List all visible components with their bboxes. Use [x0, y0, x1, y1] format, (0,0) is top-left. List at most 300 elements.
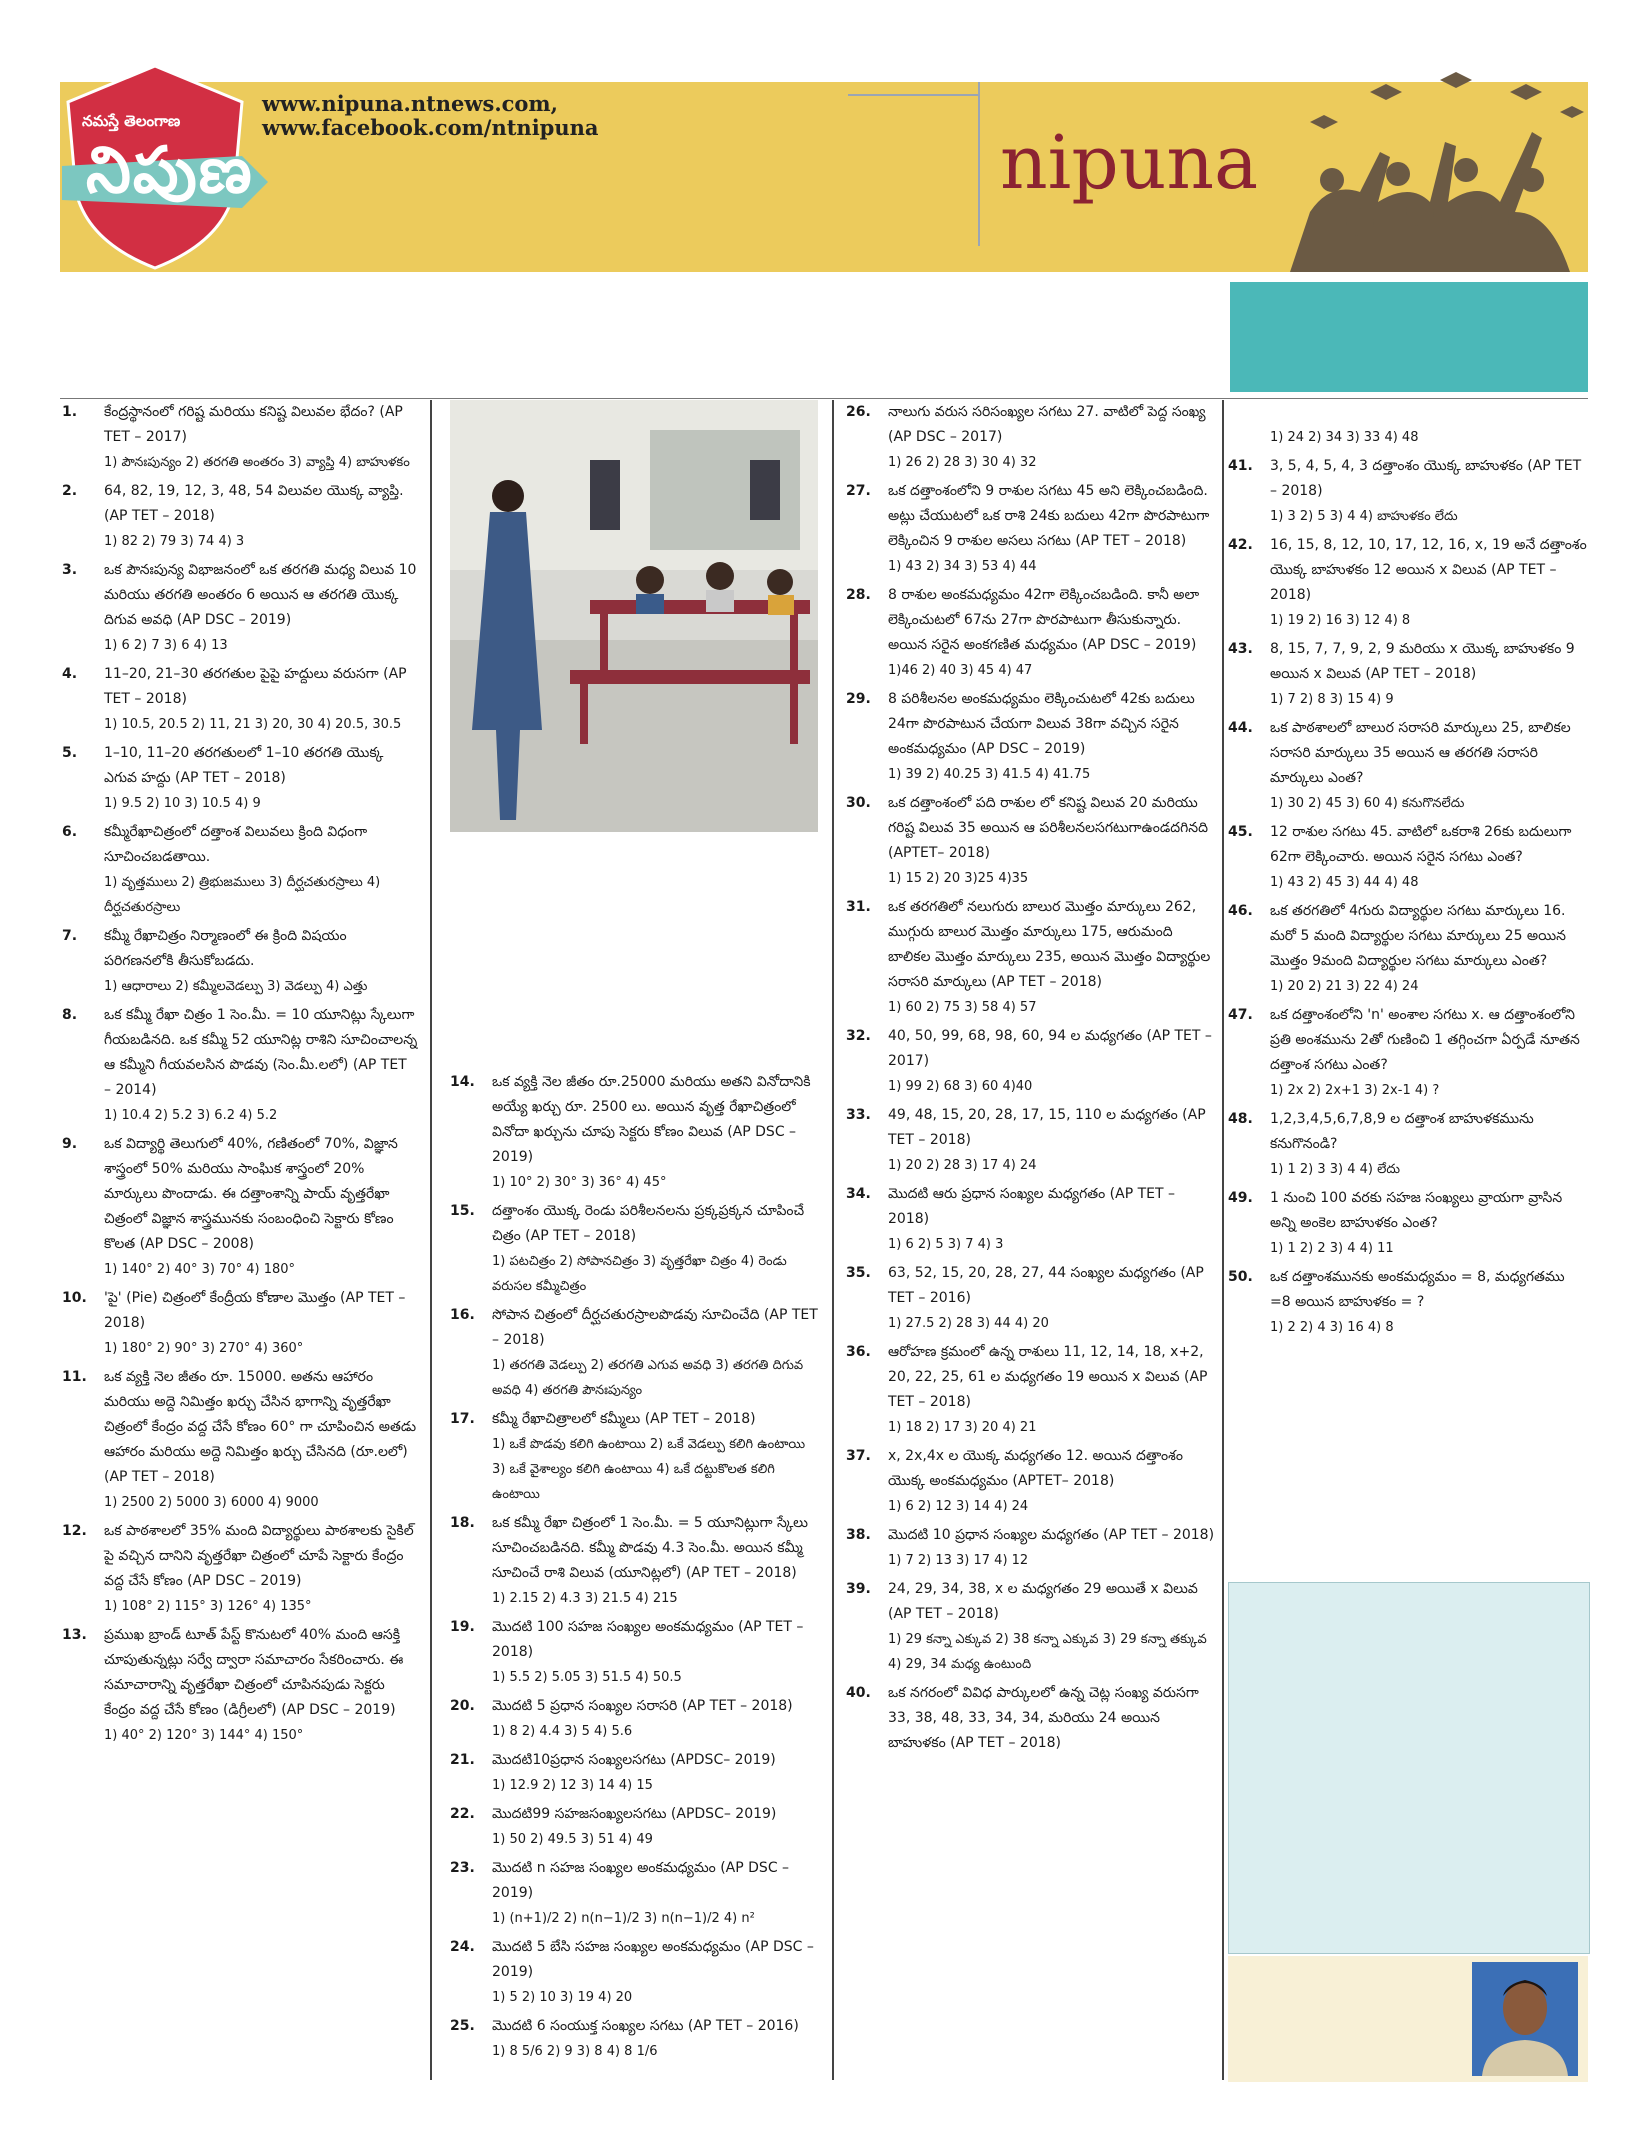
exam-source: (AP DSC – 2019)	[281, 1702, 396, 1718]
answer-options: 1) 10.4 2) 5.2 3) 6.2 4) 5.2	[104, 1108, 278, 1123]
question-body: ఆరోహణ క్రమంలో ఉన్న రాశులు 11, 12, 14, 18, x+2, 20, 22, 25, 61 ల మధ్యగతం 19 అయిన x విలువ	[888, 1344, 1204, 1385]
question-number: 4.	[62, 666, 78, 682]
question-number: 48.	[1228, 1111, 1253, 1127]
exam-source: (AP DSC – 2019)	[492, 1939, 814, 1980]
question-number: 21.	[450, 1752, 475, 1768]
question-item	[846, 479, 1216, 579]
question-number: 44.	[1228, 720, 1253, 736]
question-text	[1228, 533, 1588, 608]
question-body: మొదటి ఆరు ప్రధాన సంఖ్యల మధ్యగతం	[888, 1186, 1106, 1202]
question-number: 35.	[846, 1265, 871, 1281]
question-item	[1228, 820, 1588, 895]
question-item	[846, 1261, 1216, 1336]
question-number: 30.	[846, 795, 871, 811]
exam-source: (APDSC– 2019)	[670, 1806, 777, 1822]
question-number: 14.	[450, 1074, 475, 1090]
exam-source: (AP TET – 2018)	[1270, 458, 1582, 499]
question-item	[1228, 533, 1588, 633]
question-item	[846, 1103, 1216, 1178]
question-number: 23.	[450, 1860, 475, 1876]
question-text	[450, 1511, 818, 1586]
question-text	[450, 1199, 818, 1249]
question-item	[1228, 637, 1588, 712]
question-text	[62, 479, 418, 529]
question-body: 1,2,3,4,5,6,7,8,9 ల దత్తాంశ బాహుళకమును కనుగొనండి?	[1270, 1111, 1534, 1152]
exam-source: (AP DSC – 2008)	[139, 1236, 254, 1252]
question-item	[846, 1577, 1216, 1677]
question-number: 27.	[846, 483, 871, 499]
question-item	[62, 1286, 418, 1361]
question-number: 50.	[1228, 1269, 1253, 1285]
question-number: 33.	[846, 1107, 871, 1123]
answer-options: 1) 15 2) 20 3)25 4)35	[888, 871, 1029, 886]
answer-options: 1) 180° 2) 90° 3) 270° 4) 360°	[104, 1341, 304, 1356]
exam-source: (AP TET – 2018)	[104, 1469, 215, 1485]
exam-source: (AP TET – 2018)	[991, 974, 1102, 990]
question-body: 49, 48, 15, 20, 28, 17, 15, 110 ల మధ్యగతం	[888, 1107, 1178, 1123]
question-body: ఒక దత్తాంశంలో పది రాశుల లో కనిష్ట విలువ 20 మరియు గరిష్ట విలువ 35 అయిన ఆ పరిశీలనలసగటుగాఉండదగినది	[888, 795, 1208, 836]
question-text	[62, 662, 418, 712]
answer-options: 1) 24 2) 34 3) 33 4) 48	[1270, 430, 1419, 445]
question-number: 47.	[1228, 1007, 1253, 1023]
question-number: 7.	[62, 928, 78, 944]
question-item	[846, 1444, 1216, 1519]
question-text	[846, 1577, 1216, 1627]
question-text	[1228, 716, 1588, 791]
blank-info-box	[1228, 1582, 1590, 1954]
question-body: 11–20, 21–30 తరగతుల పైపై హద్దులు వరుసగా	[104, 666, 379, 682]
question-number: 41.	[1228, 458, 1253, 474]
answer-options: 1) ఒకే పొడవు కలిగి ఉంటాయి 2) ఒకే వెడల్పు కలిగి ఉంటాయి 3) ఒకే వైశాల్యం కలిగి ఉంటాయి 4) ఒకే దట్టుకొలత కలిగి ఉంటాయి	[492, 1437, 806, 1502]
answer-options: 1) పౌనఃపున్యం 2) తరగతి అంతరం 3) వ్యాప్తి 4) బాహుళకం	[104, 455, 410, 470]
question-item	[1228, 716, 1588, 816]
question-item	[450, 1615, 818, 1690]
answer-options: 1) 140° 2) 40° 3) 70° 4) 180°	[104, 1262, 296, 1277]
answer-options: 1) 2.15 2) 4.3 3) 21.5 4) 215	[492, 1591, 678, 1606]
exam-source: (APTET– 2018)	[888, 845, 990, 861]
question-body: 'పై' (Pie) చిత్రంలో కేంద్రీయ కోణాల మొత్తం	[104, 1290, 336, 1306]
question-number: 31.	[846, 899, 871, 915]
question-text	[62, 1003, 418, 1103]
question-text	[62, 924, 418, 974]
question-text	[62, 400, 418, 450]
exam-source: (AP TET – 2018)	[888, 1606, 999, 1622]
answer-options: 1) 6 2) 7 3) 6 4) 13	[104, 638, 228, 653]
column-separator	[430, 400, 432, 2080]
question-item	[62, 558, 418, 658]
answer-options: 1) 3 2) 5 3) 4 4) బాహుళకం లేదు	[1270, 509, 1458, 524]
question-body: సోపాన చిత్రంలో దీర్ఘచతురస్రాలపొడవు సూచించేది	[492, 1307, 760, 1323]
answer-options: 1) 2500 2) 5000 3) 6000 4) 9000	[104, 1495, 319, 1510]
questions-column-3	[846, 400, 1216, 2082]
question-text	[450, 1748, 818, 1773]
answer-options: 1) 19 2) 16 3) 12 4) 8	[1270, 613, 1411, 628]
question-item	[450, 1802, 818, 1852]
exam-source: (AP TET – 2018)	[1103, 1527, 1215, 1543]
question-number: 12.	[62, 1523, 87, 1539]
question-text	[62, 1623, 418, 1723]
exam-source: (AP TET – 2018)	[681, 1698, 793, 1714]
question-text	[450, 1802, 818, 1827]
question-item	[450, 1511, 818, 1611]
question-item	[450, 1303, 818, 1403]
exam-source: (AP TET – 2017)	[888, 1028, 1212, 1069]
question-body: మొదటి 10 ప్రధాన సంఖ్యల మధ్యగతం	[888, 1527, 1099, 1543]
question-number: 17.	[450, 1411, 475, 1427]
answer-options: 1) 50 2) 49.5 3) 51 4) 49	[492, 1832, 653, 1847]
answer-options: 1) (n+1)/2 2) n(n−1)/2 3) n(n−1)/2 4) n²	[492, 1911, 755, 1926]
answer-options: 1) 20 2) 21 3) 22 4) 24	[1270, 979, 1419, 994]
question-body: 8 పరిశీలనల అంకమధ్యమం లెక్కించుటలో 42కు బదులు 24గా పొరపాటున చేయగా విలువ 38గా వచ్చిన సరైన అంకమధ్యమం	[888, 691, 1195, 757]
question-text	[450, 1070, 818, 1170]
answer-options: 1) 43 2) 34 3) 53 4) 44	[888, 559, 1037, 574]
question-body: మొదటి 6 సంయుక్త సంఖ్యల సగటు	[492, 2018, 684, 2034]
question-item	[62, 1003, 418, 1128]
answer-options: 1) 82 2) 79 3) 74 4) 3	[104, 534, 245, 549]
exam-source: (AP TET – 2018)	[1365, 666, 1477, 682]
answer-options: 1) 7 2) 8 3) 15 4) 9	[1270, 692, 1394, 707]
question-text	[450, 1615, 818, 1665]
question-number: 20.	[450, 1698, 475, 1714]
exam-source: (AP DSC – 2019)	[970, 741, 1086, 757]
question-item	[62, 662, 418, 737]
question-text	[450, 1935, 818, 1985]
question-number: 38.	[846, 1527, 871, 1543]
question-number: 32.	[846, 1028, 871, 1044]
question-item	[62, 1132, 418, 1282]
answer-options: 1) 60 2) 75 3) 58 4) 57	[888, 1000, 1037, 1015]
answer-options: 1) 6 2) 12 3) 14 4) 24	[888, 1499, 1029, 1514]
question-item	[62, 1623, 418, 1748]
answer-options: 1) 40° 2) 120° 3) 144° 4) 150°	[104, 1728, 304, 1743]
question-text	[1228, 637, 1588, 687]
question-text	[1228, 820, 1588, 870]
question-body: 1–10, 11–20 తరగతులలో 1–10 తరగతి యొక్క ఎగువ హద్దు	[104, 745, 384, 786]
exam-source: (AP TET – 2016)	[888, 1265, 1204, 1306]
question-item	[62, 820, 418, 920]
logo-tagline: నమస్తే తెలంగాణ	[82, 112, 181, 130]
question-item	[450, 1199, 818, 1299]
answer-options: 1) 99 2) 68 3) 60 4)40	[888, 1079, 1033, 1094]
question-text	[846, 1523, 1216, 1548]
exam-source: (AP TET – 2018)	[175, 770, 286, 786]
question-item	[846, 687, 1216, 787]
teal-accent-box	[1230, 282, 1588, 392]
question-item	[62, 1519, 418, 1619]
website-url[interactable]: www.nipuna.ntnews.com,	[262, 91, 558, 116]
question-item	[450, 1407, 818, 1507]
logo-title: నిపుణ	[86, 134, 254, 208]
question-text	[450, 1407, 818, 1432]
question-text	[1228, 400, 1588, 425]
exam-source: (AP DSC – 2019)	[492, 1860, 790, 1901]
question-item	[450, 1748, 818, 1798]
answer-options: 1) 30 2) 45 3) 60 4) కనుగొనలేదు	[1270, 796, 1465, 811]
question-body: 8, 15, 7, 7, 9, 2, 9 మరియు x యొక్క బాహుళకం 9 అయిన x విలువ	[1270, 641, 1575, 682]
question-text	[846, 583, 1216, 658]
question-item	[1228, 400, 1588, 450]
question-number: 5.	[62, 745, 78, 761]
question-number: 19.	[450, 1619, 475, 1635]
answer-options: 1) ఆధారాలు 2) కమ్మీలవెడల్పు 3) వెడల్పు 4) ఎత్తు	[104, 979, 368, 994]
question-text	[62, 1519, 418, 1594]
question-number: 10.	[62, 1290, 87, 1306]
question-body: ఒక పాఠశాలలో బాలుర సరాసరి మార్కులు 25, బాలికల సరాసరి మార్కులు 35 అయిన ఆ తరగతి సరాసరి మార్కులు ఎంత?	[1270, 720, 1571, 786]
question-item	[450, 1935, 818, 2010]
question-body: కమ్మీ రేఖాచిత్రాలలో కమ్మీలు	[492, 1411, 641, 1427]
question-body: x, 2x,4x ల యొక్క మధ్యగతం 12. అయిన దత్తాంశం యొక్క అంకమధ్యమం	[888, 1448, 1183, 1489]
question-body: ఒక కమ్మీ రేఖా చిత్రం 1 సెం.మీ. = 10 యూనిట్లు స్కేలుగా గీయబడినది. ఒక కమ్మీ 52 యూనిట్ల రాశిని సూచించాలన్న ఆ కమ్మీని గీయవలసిన పొడవు (సెం.మీ.లలో)	[104, 1007, 418, 1073]
exam-source: (AP TET – 2018)	[888, 1186, 1176, 1227]
website-links	[262, 92, 622, 140]
answer-options: 1) 26 2) 28 3) 30 4) 32	[888, 455, 1037, 470]
question-body: ఒక వ్యక్తి నెల జీతం రూ.25000 మరియు అతని వినోదానికి అయ్యే ఖర్చు రూ. 2500 లు. అయిన వృత్త రేఖాచిత్రంలో వినోదా ఖర్చును చూపు సెక్టరు కోణం విలువ	[492, 1074, 811, 1140]
classroom-photo-icon	[450, 400, 818, 832]
header-divider-horizontal	[848, 94, 978, 96]
question-item	[62, 479, 418, 554]
question-body: 24, 29, 34, 38, x ల మధ్యగతం 29 అయితే x విలువ	[888, 1581, 1198, 1597]
answer-options: 1) వృత్తములు 2) త్రిభుజములు 3) దీర్ఘచతురస్రాలు 4) దీర్ఘచతురస్రాలు	[104, 875, 381, 915]
question-text	[450, 1694, 818, 1719]
question-text	[62, 1286, 418, 1336]
answer-options: 1) 8 2) 4.4 3) 5 4) 5.6	[492, 1724, 633, 1739]
question-text	[846, 1103, 1216, 1153]
question-body: ఒక దత్తాంశంలోని 'n' అంశాల సగటు x. ఆ దత్తాంశంలోని ప్రతి అంశమును 2తో గుణించి 1 తగ్గించగా ఏర్పడే నూతన దత్తాంశ సగటు ఎంత?	[1270, 1007, 1580, 1073]
question-item	[62, 1365, 418, 1515]
question-text	[450, 1303, 818, 1353]
question-number: 36.	[846, 1344, 871, 1360]
question-text	[846, 1340, 1216, 1415]
question-body: 63, 52, 15, 20, 28, 27, 44 సంఖ్యల మధ్యగతం	[888, 1265, 1176, 1281]
question-body: 16, 15, 8, 12, 10, 17, 12, 16, x, 19 అనే దత్తాంశం యొక్క బాహుళకం 12 అయిన x విలువ	[1270, 537, 1587, 578]
question-number: 24.	[450, 1939, 475, 1955]
question-number: 22.	[450, 1806, 475, 1822]
question-text	[846, 1182, 1216, 1232]
question-number: 34.	[846, 1186, 871, 1202]
question-body: 8 రాశుల అంకమధ్యమం 42గా లెక్కించబడింది. కానీ అలా లెక్కించుటలో 67ను 27గా పొరపాటుగా తీసుకున్నారు. అయిన సరైన అంకగణిత మధ్యమం	[888, 587, 1200, 653]
answer-options: 1) 12.9 2) 12 3) 14 4) 15	[492, 1778, 653, 1793]
question-body: మొదటి 5 ప్రధాన సంఖ్యల సరాసరి	[492, 1698, 678, 1714]
question-item	[450, 1856, 818, 1931]
question-number: 46.	[1228, 903, 1253, 919]
question-number: 26.	[846, 404, 871, 420]
question-body: ఒక పౌనఃపున్య విభాజనంలో ఒక తరగతి మధ్య విలువ 10 మరియు తరగతి అంతరం 6 అయిన ఆ తరగతి యొక్క దిగువ అవధి	[104, 562, 417, 628]
question-text	[450, 1856, 818, 1906]
exam-source: (AP TET – 2018)	[685, 1565, 797, 1581]
question-body: 64, 82, 19, 12, 3, 48, 54 విలువల యొక్క వ్యాప్తి.	[104, 483, 404, 499]
question-item	[450, 1070, 818, 1195]
questions-column-1	[62, 400, 418, 2082]
answer-options: 1) పటచిత్రం 2) సోపానచిత్రం 3) వృత్తరేఖా చిత్రం 4) రెండు వరుసల కమ్మీచిత్రం	[492, 1254, 787, 1294]
question-body: ఒక నగరంలో వివిధ పార్కులలో ఉన్న చెట్ల సంఖ్య వరుసగా 33, 38, 48, 33, 34, 34, మరియు 24 అయిన బాహుళకం	[888, 1685, 1199, 1751]
question-number: 49.	[1228, 1190, 1253, 1206]
question-body: ప్రముఖ బ్రాండ్ టూత్ పేస్ట్ కొనుటలో 40% మంది ఆసక్తి చూపుతున్నట్లు సర్వే ద్వారా సమాచారం సేకరించారు. ఈ సమాచారాన్ని వృత్తరేఖా చిత్రంలో చూపినపుడు సెక్టరు కేంద్రం వద్ద చేసే కోణం (డిగ్రీలలో)	[104, 1627, 404, 1718]
question-number: 40.	[846, 1685, 871, 1701]
question-body: ఒక తరగతిలో నలుగురు బాలుర మొత్తం మార్కులు 262, ముగ్గురు బాలుర మొత్తం మార్కులు 175, ఆరుమంది బాలికల మొత్తం మార్కులు 235, అయిన మొత్తం విద్యార్థుల సరాసరి మార్కులు	[888, 899, 1211, 990]
question-item	[62, 741, 418, 816]
question-text	[846, 479, 1216, 554]
question-item	[450, 1694, 818, 1744]
question-body: మొదటి10ప్రధాన సంఖ్యలసగటు	[492, 1752, 666, 1768]
exam-source: (AP TET – 2018)	[1075, 533, 1187, 549]
answer-options: 1) 43 2) 45 3) 44 4) 48	[1270, 875, 1419, 890]
question-number: 11.	[62, 1369, 87, 1385]
question-text	[846, 1444, 1216, 1494]
answer-options: 1)46 2) 40 3) 45 4) 47	[888, 663, 1033, 678]
answer-options: 1) 10° 2) 30° 3) 36° 4) 45°	[492, 1175, 667, 1190]
question-text	[62, 820, 418, 870]
answer-options: 1) 7 2) 13 3) 17 4) 12	[888, 1553, 1029, 1568]
question-number: 9.	[62, 1136, 78, 1152]
question-body: ఒక వ్యక్తి నెల జీతం రూ. 15000. అతను ఆహారం మరియు అద్దె నిమిత్తం ఖర్చు చేసిన భాగాన్ని వృత్తరేఖా చిత్రంలో కేంద్రం వద్ద చేసే కోణం 60° గా చూపించిన అతడు ఆహారం మరియు అద్దె నిమిత్తం ఖర్చు చేసినది (రూ.లలో)	[104, 1369, 417, 1460]
question-text	[62, 741, 418, 791]
question-item	[62, 924, 418, 999]
exam-source: (AP DSC – 2019)	[492, 1124, 797, 1165]
question-text	[846, 791, 1216, 866]
question-text	[846, 1261, 1216, 1311]
answer-options: 1) 39 2) 40.25 3) 41.5 4) 41.75	[888, 767, 1091, 782]
question-number: 16.	[450, 1307, 475, 1323]
question-body: దత్తాంశం యొక్క రెండు పరిశీలనలను ప్రక్కప్రక్కన చూపించే చిత్రం	[492, 1203, 805, 1244]
exam-source: (AP TET – 2018)	[950, 1735, 1061, 1751]
question-text	[1228, 1186, 1588, 1236]
brand-title: nipuna	[1000, 120, 1259, 206]
answer-options: 1) 1 2) 3 3) 4 4) లేదు	[1270, 1162, 1401, 1177]
question-text	[1228, 1107, 1588, 1157]
question-item	[1228, 899, 1588, 999]
question-number: 13.	[62, 1627, 87, 1643]
question-item	[1228, 1003, 1588, 1103]
question-text	[1228, 1003, 1588, 1078]
answer-options: 1) 8 5/6 2) 9 3) 8 4) 8 1/6	[492, 2044, 658, 2059]
answer-options: 1) 9.5 2) 10 3) 10.5 4) 9	[104, 796, 261, 811]
question-body: కేంద్రస్థానంలో గరిష్ట మరియు కనిష్ట విలువల భేదం?	[104, 404, 375, 420]
question-item	[846, 791, 1216, 891]
exam-source: (AP TET – 2018)	[492, 1619, 804, 1660]
question-body: 3, 5, 4, 5, 4, 3 దత్తాంశం యొక్క బాహుళకం	[1270, 458, 1523, 474]
question-body: కమ్మీరేఖాచిత్రంలో దత్తాంశ విలువలు క్రింది విధంగా సూచించబడతాయి.	[104, 824, 368, 865]
exam-source: (AP TET – 2017)	[104, 404, 403, 445]
exam-source: (APDSC– 2019)	[670, 1752, 776, 1768]
answer-options: 1) 6 2) 5 3) 7 4) 3	[888, 1237, 1004, 1252]
question-text	[1228, 1265, 1588, 1315]
header-divider-vertical	[978, 82, 980, 246]
question-item	[1228, 1186, 1588, 1261]
question-text	[846, 1681, 1216, 1756]
question-number: 45.	[1228, 824, 1253, 840]
answer-options: 1) 1 2) 2 3) 4 4) 11	[1270, 1241, 1394, 1256]
exam-source: (AP TET – 2018)	[644, 1411, 756, 1427]
answer-options: 1) 18 2) 17 3) 20 4) 21	[888, 1420, 1037, 1435]
answer-options: 1) 2x 2) 2x+1 3) 2x-1 4) ?	[1270, 1083, 1440, 1098]
question-body: మొదటి 5 బేసి సహజ సంఖ్యల అంకమధ్యమం	[492, 1939, 741, 1955]
question-number: 15.	[450, 1203, 475, 1219]
question-text	[62, 558, 418, 633]
exam-source: (AP TET – 2018)	[104, 666, 407, 707]
question-number: 18.	[450, 1515, 475, 1531]
question-number: 39.	[846, 1581, 871, 1597]
exam-source: (AP DSC – 2017)	[888, 429, 1003, 445]
question-number: 3.	[62, 562, 78, 578]
question-number: 37.	[846, 1448, 871, 1464]
exam-source: (AP DSC – 2019)	[176, 612, 292, 628]
question-body: 1 నుంచి 100 వరకు సహజ సంఖ్యలు వ్రాయగా వ్రాసిన అన్ని అంకెల బాహుళకం ఎంత?	[1270, 1190, 1563, 1231]
questions-column-4	[1228, 400, 1588, 1570]
exam-source: (AP DSC – 2019)	[187, 1573, 302, 1589]
exam-source: (AP DSC – 2019)	[1081, 637, 1197, 653]
answer-options: 1) తరగతి వెడల్పు 2) తరగతి ఎగువ అవధి 3) తరగతి దిగువ అవధి 4) తరగతి పౌనఃపున్యం	[492, 1358, 804, 1398]
exam-source: (AP TET – 2018)	[888, 1107, 1206, 1148]
question-body: ఒక పాఠశాలలో 35% మంది విద్యార్థులు పాఠశాలకు సైకిల్ పై వచ్చిన దానిని వృత్తరేఖా చిత్రంలో చూపే సెక్టారు కేంద్రం వద్ద చేసే కోణం	[104, 1523, 414, 1589]
question-body: మొదటి 100 సహజ సంఖ్యల అంకమధ్యమం	[492, 1619, 734, 1635]
question-number: 29.	[846, 691, 871, 707]
question-text	[1228, 454, 1588, 504]
question-body: 40, 50, 99, 68, 98, 60, 94 ల మధ్యగతం	[888, 1028, 1143, 1044]
answer-options: 1) 29 కన్నా ఎక్కువ 2) 38 కన్నా ఎక్కువ 3) 29 కన్నా తక్కువ 4) 29, 34 మధ్య ఉంటుంది	[888, 1632, 1207, 1672]
question-item	[846, 583, 1216, 683]
questions-column-2	[450, 1070, 818, 2082]
question-item	[450, 2014, 818, 2064]
exam-source: (AP TET – 2018)	[888, 1369, 1208, 1410]
exam-source: (AP TET – 2018)	[492, 1307, 818, 1348]
answer-options: 1) 5.5 2) 5.05 3) 51.5 4) 50.5	[492, 1670, 682, 1685]
question-item	[846, 1340, 1216, 1440]
question-item	[1228, 1265, 1588, 1340]
question-text	[450, 2014, 818, 2039]
question-item	[62, 400, 418, 475]
question-item	[846, 895, 1216, 1020]
question-number: 43.	[1228, 641, 1253, 657]
question-number: 25.	[450, 2018, 475, 2034]
question-number: 42.	[1228, 537, 1253, 553]
question-number: 6.	[62, 824, 78, 840]
question-text	[846, 1024, 1216, 1074]
graduates-silhouette-icon	[1270, 62, 1588, 272]
question-number: 28.	[846, 587, 871, 603]
question-body: ఒక కమ్మీ రేఖా చిత్రంలో 1 సెం.మీ. = 5 యూనిట్లుగా స్కేలు సూచించబడినది. కమ్మీ పొడవు 4.3 సెం.మీ. అయిన కమ్మీ సూచించే రాశి విలువ (యూనిట్లలో)	[492, 1515, 808, 1581]
question-number: 1.	[62, 404, 78, 420]
question-text	[846, 400, 1216, 450]
question-text	[62, 1132, 418, 1257]
question-number: 2.	[62, 483, 78, 499]
question-body: మొదటి n సహజ సంఖ్యల అంకమధ్యమం	[492, 1860, 716, 1876]
question-body: మొదటి99 సహజసంఖ్యలసగటు	[492, 1806, 667, 1822]
question-text	[846, 895, 1216, 995]
question-item	[1228, 1107, 1588, 1182]
question-item	[846, 1024, 1216, 1099]
exam-source: (AP TET – 2014)	[104, 1057, 407, 1098]
question-text	[846, 687, 1216, 762]
question-item	[846, 400, 1216, 475]
column-separator	[1222, 400, 1224, 2080]
facebook-url[interactable]: www.facebook.com/ntnipuna	[262, 115, 599, 140]
content-top-rule	[60, 398, 1588, 399]
question-number: 8.	[62, 1007, 78, 1023]
answer-options: 1) 5 2) 10 3) 19 4) 20	[492, 1990, 633, 2005]
exam-source: (AP TET – 2016)	[687, 2018, 799, 2034]
question-item	[846, 1182, 1216, 1257]
question-body: నాలుగు వరుస సరిసంఖ్యల సగటు 27. వాటిలో పెద్ద సంఖ్య	[888, 404, 1206, 420]
answer-options: 1) 10.5, 20.5 2) 11, 21 3) 20, 30 4) 20.5, 30.5	[104, 717, 402, 732]
question-text	[1228, 899, 1588, 974]
question-item	[1228, 454, 1588, 529]
question-item	[846, 1523, 1216, 1573]
question-body: ఒక విద్యార్థి తెలుగులో 40%, గణితంలో 70%, విజ్ఞాన శాస్త్రంలో 50% మరియు సాంఘిక శాస్త్రంలో 20% మార్కులు పొందాడు. ఈ దత్తాంశాన్ని పాయ్ వృత్తరేఖా చిత్రంలో విజ్ఞాన శాస్త్రమునకు సంబంధించి సెక్టారు కోణం కొలత	[104, 1136, 398, 1252]
answer-options: 1) 20 2) 28 3) 17 4) 24	[888, 1158, 1037, 1173]
question-body: ఒక దత్తాంశమునకు అంకమధ్యమం = 8, మధ్యగతము =8 అయిన బాహుళకం = ?	[1270, 1269, 1565, 1310]
exam-source: (AP TET – 2018)	[104, 1290, 406, 1331]
answer-options: 1) 108° 2) 115° 3) 126° 4) 135°	[104, 1599, 312, 1614]
